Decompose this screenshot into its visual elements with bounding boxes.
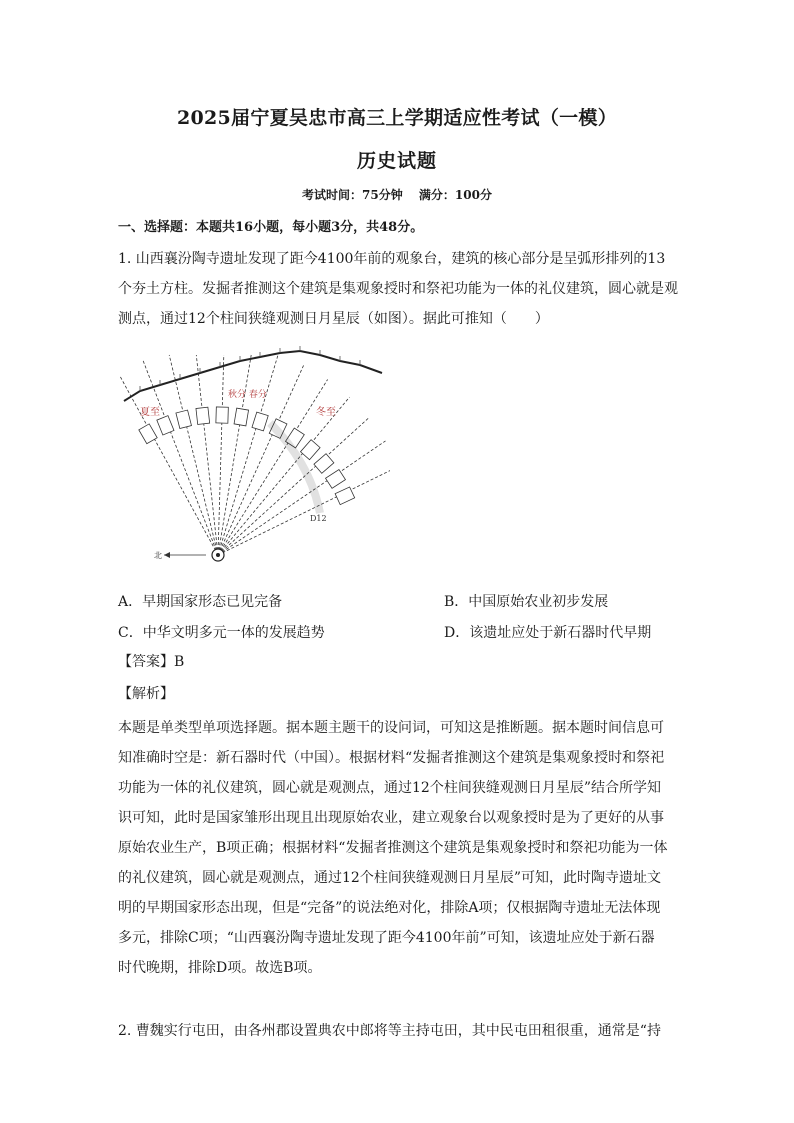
exam-time: 考试时间：75分钟 [302,188,403,202]
question-1-stem [118,244,678,334]
answer: 【答案】B [118,654,185,670]
question-line: 2. 曹魏实行屯田，由各州郡设置典农中郎将等主持屯田，其中民屯田租很重，通常是“持 [118,1023,661,1039]
rammed-earth-column [139,424,157,444]
north-label: 北 [154,551,162,560]
option-b[interactable]: B．中国原始农业初步发展 [444,594,609,610]
full-score: 满分：100分 [418,188,492,202]
question-line: 1. 山西襄汾陶寺遗址发现了距今4100年前的观象台，建筑的核心部分是呈弧形排列的13 [118,251,666,267]
rammed-earth-column [157,416,174,435]
option-c[interactable]: C．中华文明多元一体的发展趋势 [118,625,325,641]
rammed-earth-column [196,407,210,424]
analysis-text [118,713,678,983]
observation-point-core [216,553,220,557]
exam-title: 2025届宁夏吴忠市高三上学期适应性考试（一模） [176,107,618,129]
column-arc [139,407,355,513]
ridge-ticks [140,346,360,391]
exam-meta [0,186,794,203]
option-d[interactable]: D．该遗址应处于新石器时代早期 [444,625,652,641]
analysis-line: 明的早期国家形态出现，但是“完备”的说法绝对化，排除A项；仅根据陶寺遗址无法体现 [118,900,661,916]
observation-ray [218,380,328,556]
observation-ray [196,355,218,555]
rammed-earth-column [335,487,355,505]
summer-solstice-label: 夏至 [140,407,160,418]
analysis-label: 【解析】 [118,686,174,702]
rammed-earth-column [314,454,334,474]
observation-ray [169,355,218,555]
rammed-earth-column [326,470,346,489]
winter-solstice-label: 冬至 [316,407,336,418]
analysis-line: 知准确时空是：新石器时代（中国）。根据材料“发掘者推测这个建筑是集观象授时和祭祀 [118,750,665,766]
slot-label: D12 [310,514,327,523]
analysis-line: 本题是单类型单项选择题。据本题主题干的设问词，可知这是推断题。据本题时间信息可 [118,720,664,736]
analysis-line: 功能为一体的礼仪建筑，圆心就是观测点，通过12个柱间狭缝观测日月星辰”结合所学知 [118,780,661,796]
rammed-earth-column [301,440,321,460]
observatory-diagram [120,343,390,575]
observation-ray [218,355,278,555]
observation-ray [143,360,218,555]
observation-ray [218,466,390,555]
rammed-earth-column [216,407,228,423]
analysis-line: 的礼仪建筑，圆心就是观测点，通过12个柱间狭缝观测日月星辰”可知，此时陶寺遗址文 [118,870,661,886]
rammed-earth-column [252,412,268,431]
analysis-line: 原始农业生产，B项正确；根据材料“发掘者推测这个建筑是集观象授时和祭祀功能为一体 [118,840,668,856]
question-line: 个夯土方柱。发掘者推测这个建筑是集观象授时和祭祀功能为一体的礼仪建筑，圆心就是观 [118,281,678,297]
section-heading: 一、选择题：本题共16小题，每小题3分，共48分。 [118,220,424,235]
observation-ray [120,373,218,555]
equinox-label: 秋分 春分 [228,390,267,400]
subject-title: 历史试题 [356,150,437,172]
rammed-earth-column [176,410,192,428]
north-arrow-icon [164,552,170,558]
question-2-stem [118,1016,678,1046]
option-a[interactable]: A．早期国家形态已见完备 [118,594,283,610]
rammed-earth-column [234,408,249,426]
analysis-line: 识可知，此时是国家雏形出现且出现原始农业，建立观象台以观象授时是为了更好的从事 [118,810,664,826]
analysis-line: 时代晚期，排除D项。故选B项。 [118,960,322,976]
analysis-line: 多元，排除C项；“山西襄汾陶寺遗址发现了距今4100年前”可知，该遗址应处于新石器 [118,930,655,946]
question-line: 测点，通过12个柱间狭缝观测日月星辰（如图）。据此可推知（ ） [118,311,549,327]
